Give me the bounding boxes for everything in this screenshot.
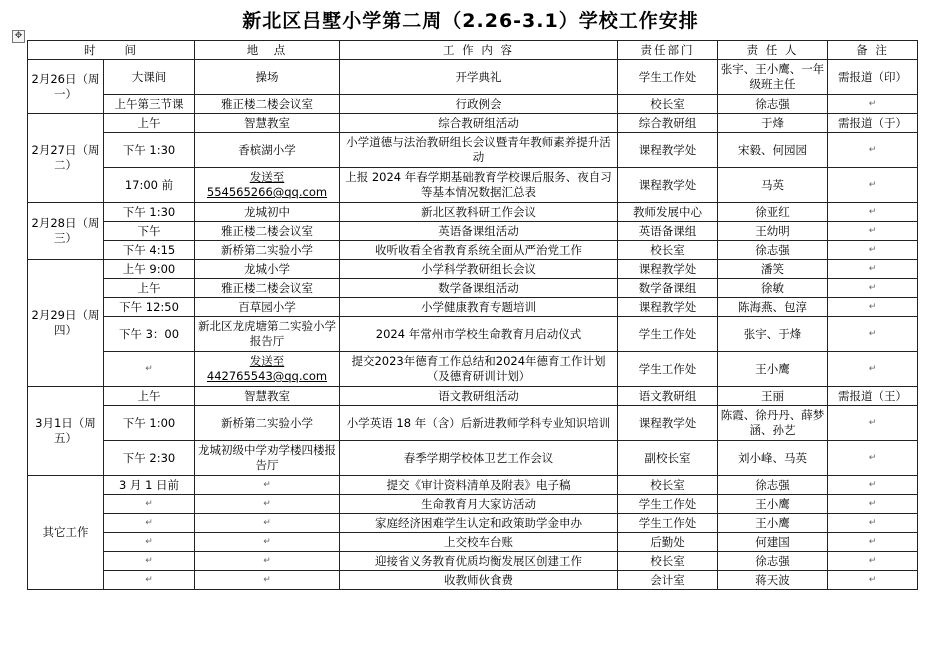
content-cell: 春季学期学校体卫艺工作会议 [340,441,618,476]
time-cell: 上午 9:00 [104,260,195,279]
person-cell: 潘笑 [718,260,828,279]
page-title: 新北区吕墅小学第二周（2.26-3.1）学校工作安排 [242,10,699,32]
time-cell: 17:00 前 [104,168,195,203]
note-cell: ↵ [828,298,918,317]
content-cell: 新北区教科研工作会议 [340,203,618,222]
dept-cell: 校长室 [618,95,718,114]
time-cell: 上午 [104,114,195,133]
place-cell: 新桥第二实验小学 [195,406,340,441]
note-cell: ↵ [828,552,918,571]
dept-cell: 校长室 [618,552,718,571]
dept-cell: 课程教学处 [618,298,718,317]
place-cell: 龙城小学 [195,260,340,279]
content-cell: 开学典礼 [340,60,618,95]
place-cell: 香槟湖小学 [195,133,340,168]
table-row [28,571,918,590]
header-content: 工 作 内 容 [340,41,618,60]
note-cell: 需报道（王） [828,387,918,406]
place-cell: 雅正楼二楼会议室 [195,95,340,114]
person-cell: 何建国 [718,533,828,552]
table-row [28,60,918,95]
person-cell: 徐志强 [718,476,828,495]
note-cell: ↵ [828,571,918,590]
content-cell: 上交校车台账 [340,533,618,552]
time-cell: 上午 [104,387,195,406]
dept-cell: 学生工作处 [618,317,718,352]
time-cell: ↵ [104,571,195,590]
dept-cell: 学生工作处 [618,60,718,95]
header-person: 责 任 人 [718,41,828,60]
note-cell: ↵ [828,279,918,298]
table-row [28,222,918,241]
note-cell: ↵ [828,441,918,476]
dept-cell: 语文教研组 [618,387,718,406]
time-cell: 下午 [104,222,195,241]
note-cell: ↵ [828,95,918,114]
table-row [28,514,918,533]
time-cell: ↵ [104,514,195,533]
content-cell: 提交2023年德育工作总结和2024年德育工作计划（及德育研训计划） [340,352,618,387]
place-cell: 智慧教室 [195,114,340,133]
person-cell: 于烽 [718,114,828,133]
date-cell: 2月29日（周四） [28,260,104,387]
person-cell: 王丽 [718,387,828,406]
time-cell: 下午 3：00 [104,317,195,352]
dept-cell: 后勤处 [618,533,718,552]
place-cell: 智慧教室 [195,387,340,406]
content-cell: 家庭经济困难学生认定和政策助学金申办 [340,514,618,533]
schedule-table [27,40,918,590]
place-cell: 新桥第二实验小学 [195,241,340,260]
date-cell: 2月26日（周一） [28,60,104,114]
person-cell: 徐志强 [718,241,828,260]
note-cell: ↵ [828,533,918,552]
table-row [28,476,918,495]
header-time: 时 间 [28,41,195,60]
person-cell: 陈海燕、包淳 [718,298,828,317]
dept-cell: 校长室 [618,476,718,495]
dept-cell: 校长室 [618,241,718,260]
person-cell: 徐敏 [718,279,828,298]
note-cell: ↵ [828,168,918,203]
content-cell: 小学科学教研组长会议 [340,260,618,279]
date-cell: 2月28日（周三） [28,203,104,260]
place-cell: 雅正楼二楼会议室 [195,279,340,298]
time-cell: 下午 4:15 [104,241,195,260]
table-row [28,95,918,114]
email-link[interactable]: 发送至 554565266@qq.com [195,168,340,203]
content-cell: 数学备课组活动 [340,279,618,298]
time-cell: 大课间 [104,60,195,95]
content-cell: 上报 2024 年春学期基础教育学校课后服务、夜自习等基本情况数据汇总表 [340,168,618,203]
person-cell: 宋毅、何园园 [718,133,828,168]
table-row [28,279,918,298]
place-cell: 龙城初中 [195,203,340,222]
person-cell: 王幼明 [718,222,828,241]
table-row [28,298,918,317]
table-move-handle-icon[interactable]: ✥ [12,30,25,43]
note-cell: ↵ [828,317,918,352]
person-cell: 王小鹰 [718,352,828,387]
content-cell: 2024 年常州市学校生命教育月启动仪式 [340,317,618,352]
header-dept: 责任部门 [618,41,718,60]
table-row [28,552,918,571]
table-row [28,168,918,203]
note-cell: ↵ [828,352,918,387]
header-note: 备 注 [828,41,918,60]
dept-cell: 数学备课组 [618,279,718,298]
dept-cell: 课程教学处 [618,406,718,441]
dept-cell: 课程教学处 [618,133,718,168]
email-link[interactable]: 发送至 442765543@qq.com [195,352,340,387]
dept-cell: 课程教学处 [618,260,718,279]
table-row [28,495,918,514]
place-cell: 龙城初级中学劝学楼四楼报告厅 [195,441,340,476]
time-cell: ↵ [104,533,195,552]
note-cell: 需报道（于） [828,114,918,133]
table-row [28,387,918,406]
table-row [28,441,918,476]
note-cell: ↵ [828,203,918,222]
place-cell: ↵ [195,476,340,495]
dept-cell: 学生工作处 [618,514,718,533]
place-cell: 雅正楼二楼会议室 [195,222,340,241]
note-cell: ↵ [828,133,918,168]
content-cell: 迎接省义务教育优质均衡发展区创建工作 [340,552,618,571]
dept-cell: 会计室 [618,571,718,590]
note-cell: ↵ [828,241,918,260]
content-cell: 行政例会 [340,95,618,114]
dept-cell: 英语备课组 [618,222,718,241]
time-cell: ↵ [104,495,195,514]
place-cell: ↵ [195,495,340,514]
person-cell: 刘小峰、马英 [718,441,828,476]
header-place: 地 点 [195,41,340,60]
content-cell: 语文教研组活动 [340,387,618,406]
note-cell: ↵ [828,406,918,441]
person-cell: 张宇、王小鹰、一年级班主任 [718,60,828,95]
time-cell: 下午 12:50 [104,298,195,317]
table-row [28,260,918,279]
place-cell: ↵ [195,552,340,571]
content-cell: 小学健康教育专题培训 [340,298,618,317]
content-cell: 收听收看全省教育系统全面从严治党工作 [340,241,618,260]
time-cell: 下午 1:30 [104,203,195,222]
time-cell: 上午第三节课 [104,95,195,114]
time-cell: 下午 2:30 [104,441,195,476]
dept-cell: 综合教研组 [618,114,718,133]
date-cell: 3月1日（周五） [28,387,104,476]
person-cell: 蒋天波 [718,571,828,590]
note-cell: ↵ [828,260,918,279]
note-cell: ↵ [828,476,918,495]
header-row [28,41,918,60]
person-cell: 张宇、于烽 [718,317,828,352]
dept-cell: 学生工作处 [618,352,718,387]
dept-cell: 学生工作处 [618,495,718,514]
table-row [28,114,918,133]
time-cell: ↵ [104,552,195,571]
content-cell: 生命教育月大家访活动 [340,495,618,514]
time-cell: ↵ [104,352,195,387]
content-cell: 小学道德与法治教研组长会议暨青年教师素养提升活动 [340,133,618,168]
table-row [28,203,918,222]
content-cell: 综合教研组活动 [340,114,618,133]
place-cell: 百草园小学 [195,298,340,317]
person-cell: 徐志强 [718,95,828,114]
person-cell: 徐亚红 [718,203,828,222]
table-row [28,352,918,387]
time-cell: 下午 1:30 [104,133,195,168]
dept-cell: 课程教学处 [618,168,718,203]
place-cell: 操场 [195,60,340,95]
dept-cell: 教师发展中心 [618,203,718,222]
content-cell: 收教师伙食费 [340,571,618,590]
dept-cell: 副校长室 [618,441,718,476]
table-row [28,406,918,441]
note-cell: ↵ [828,495,918,514]
time-cell: 上午 [104,279,195,298]
person-cell: 王小鹰 [718,495,828,514]
note-cell: ↵ [828,222,918,241]
note-cell: ↵ [828,514,918,533]
content-cell: 提交《审计资料清单及附表》电子稿 [340,476,618,495]
table-row [28,133,918,168]
table-row [28,317,918,352]
content-cell: 英语备课组活动 [340,222,618,241]
person-cell: 王小鹰 [718,514,828,533]
place-cell: ↵ [195,533,340,552]
date-cell: 2月27日（周二） [28,114,104,203]
place-cell: ↵ [195,571,340,590]
time-cell: 3 月 1 日前 [104,476,195,495]
content-cell: 小学英语 18 年（含）后新进教师学科专业知识培训 [340,406,618,441]
note-cell: 需报道（印） [828,60,918,95]
place-cell: 新北区龙虎塘第二实验小学报告厅 [195,317,340,352]
place-cell: ↵ [195,514,340,533]
person-cell: 陈霞、徐丹丹、薛梦涵、孙艺 [718,406,828,441]
person-cell: 马英 [718,168,828,203]
time-cell: 下午 1:00 [104,406,195,441]
person-cell: 徐志强 [718,552,828,571]
date-cell: 其它工作 [28,476,104,590]
table-row [28,533,918,552]
table-row [28,241,918,260]
